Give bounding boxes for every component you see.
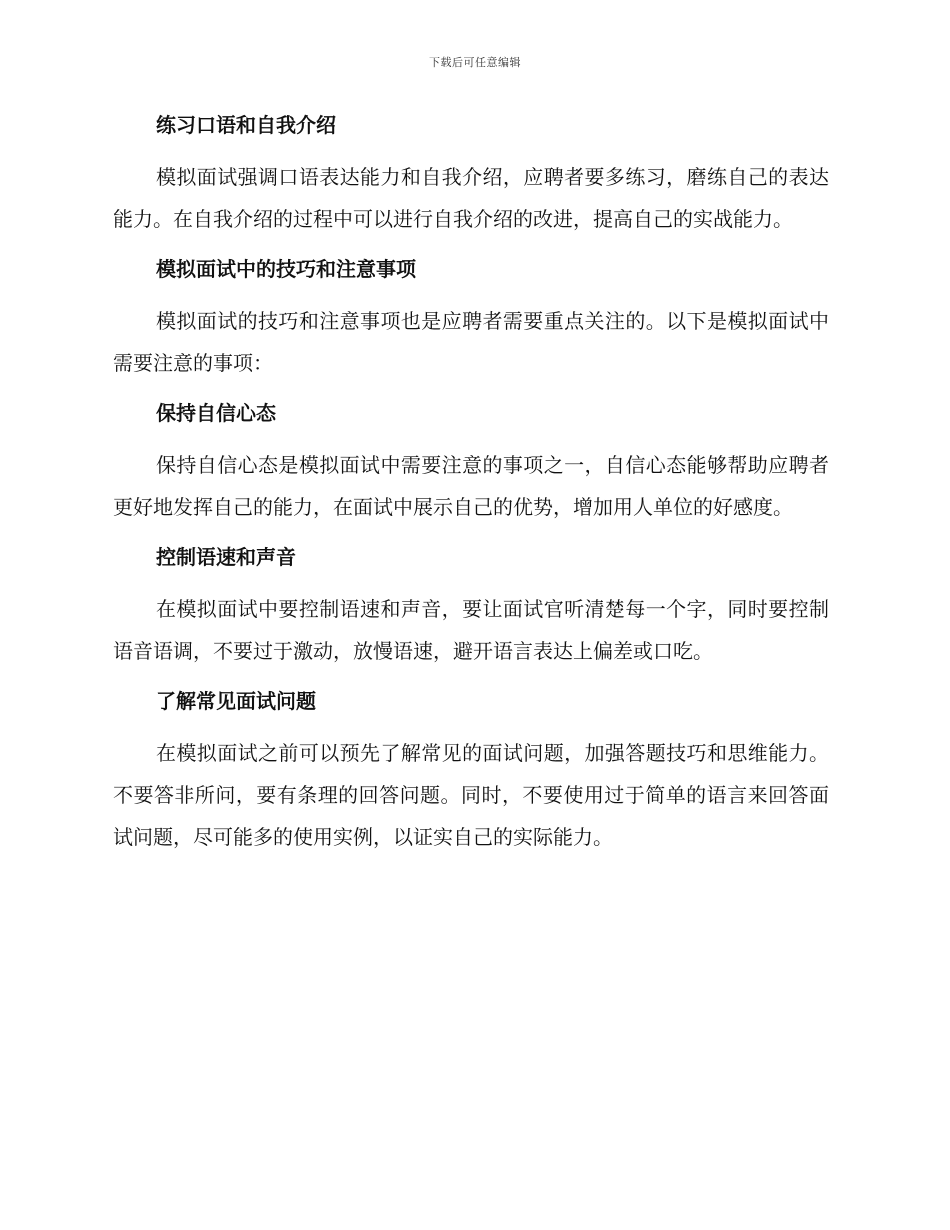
section-confidence bbox=[113, 398, 829, 528]
section-heading: 控制语速和声音 bbox=[156, 545, 296, 569]
section-heading: 模拟面试中的技巧和注意事项 bbox=[156, 257, 416, 281]
section-paragraph: 模拟面试的技巧和注意事项也是应聘者需要重点关注的。以下是模拟面试中需要注意的事项： bbox=[113, 309, 829, 375]
section-oral-practice bbox=[113, 110, 829, 240]
section-heading: 练习口语和自我介绍 bbox=[156, 113, 336, 137]
section-paragraph: 在模拟面试之前可以预先了解常见的面试问题，加强答题技巧和思维能力。不要答非所问，要有条理的回答问题。同时，不要使用过于简单的语言来回答面试问题，尽可能多的使用实例，以证实自己的实际能力。 bbox=[113, 741, 829, 849]
page-header: 下载后可任意编辑 bbox=[429, 56, 521, 69]
section-heading: 了解常见面试问题 bbox=[156, 689, 316, 713]
section-paragraph: 模拟面试强调口语表达能力和自我介绍，应聘者要多练习，磨练自己的表达能力。在自我介绍的过程中可以进行自我介绍的改进，提高自己的实战能力。 bbox=[113, 165, 829, 231]
document-body bbox=[113, 110, 829, 872]
section-paragraph: 在模拟面试中要控制语速和声音，要让面试官听清楚每一个字，同时要控制语音语调，不要过于激动，放慢语速，避开语言表达上偏差或口吃。 bbox=[113, 597, 829, 663]
section-heading: 保持自信心态 bbox=[156, 401, 276, 425]
section-paragraph: 保持自信心态是模拟面试中需要注意的事项之一，自信心态能够帮助应聘者更好地发挥自己的能力，在面试中展示自己的优势，增加用人单位的好感度。 bbox=[113, 453, 829, 519]
section-speech-control bbox=[113, 542, 829, 672]
section-common-questions bbox=[113, 686, 829, 858]
section-tips-and-notes bbox=[113, 254, 829, 384]
